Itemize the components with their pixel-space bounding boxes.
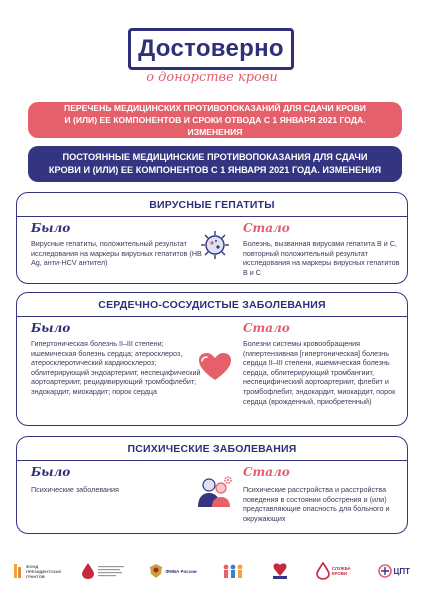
logo-presidential-grants-text: ФОНД ПРЕЗИДЕНТСКИХ ГРАНТОВ — [26, 563, 62, 579]
emblem-icon — [149, 563, 163, 579]
logo-people — [222, 563, 244, 579]
logo-fmba-text: ФМБА России — [165, 568, 197, 574]
was-text: Психические заболевания — [31, 485, 119, 494]
now-text: Болезни системы кровообращения (гипертензивная [гипертоническая] болезнь сердца II–III степени, ишемическая болезнь сердца, облитерирующий тромбангиит, неспецифический аортоартериит, флебит и тромбофлебит, эндокардит, миокардит, порок сердца (врожденный, приобретенный) — [243, 339, 396, 406]
section-title: ВИРУСНЫЕ ГЕПАТИТЫ — [17, 193, 407, 217]
banner-blue — [28, 146, 402, 182]
header-logo — [128, 28, 294, 70]
now-label: Стало — [243, 221, 290, 235]
logo-presidential-grants — [14, 563, 62, 579]
was-label: Было — [31, 465, 71, 479]
banner-blue-line2: КРОВИ И (ИЛИ) ЕЕ КОМПОНЕНТОВ С 1 ЯНВАРЯ 2021 ГОДА. ИЗМЕНЕНИЯ — [48, 165, 382, 175]
section-psychiatric — [16, 436, 408, 534]
logo-hands — [270, 562, 290, 580]
was-label: Было — [31, 321, 71, 335]
was-label: Было — [31, 221, 71, 235]
now-text: Психические расстройства и расстройства поведения в состоянии обострения и (или) представляющие опасность для больного и окружающих — [243, 485, 390, 523]
logo-blood-service — [316, 562, 352, 580]
now-label: Стало — [243, 321, 290, 335]
heart-icon — [197, 351, 233, 388]
now-text: Болезнь, вызванная вирусами гепатита В и С, повторный положительный результат исследования на маркеры вирусных гепатитов В и С — [243, 239, 400, 277]
section-title: СЕРДЕЧНО-СОСУДИСТЫЕ ЗАБОЛЕВАНИЯ — [17, 293, 407, 317]
virus-icon — [199, 229, 231, 266]
logo-cpt — [378, 563, 410, 579]
banner-red-line2: И (ИЛИ) ЕЕ КОМПОНЕНТОВ И СРОКИ ОТВОДА С 1 ЯНВАРЯ 2021 ГОДА. ИЗМЕНЕНИЯ — [64, 115, 366, 137]
section-title: ПСИХИЧЕСКИЕ ЗАБОЛЕВАНИЯ — [17, 437, 407, 461]
was-text: Вирусные гепатиты, положительный результат исследования на маркеры вирусных гепатитов (HB Ag, анти-HCV антител) — [31, 239, 202, 268]
banner-red-line1: ПЕРЕЧЕНЬ МЕДИЦИНСКИХ ПРОТИВОПОКАЗАНИЙ ДЛЯ СДАЧИ КРОВИ — [64, 103, 366, 113]
text-lines-icon — [98, 565, 124, 577]
blood-service-icon — [316, 562, 330, 580]
people-logo-icon — [222, 563, 244, 579]
section-hepatitis — [16, 192, 408, 284]
page-subtitle: о донорстве крови — [146, 70, 278, 85]
footer-logos — [14, 556, 410, 586]
cpt-logo-icon — [378, 563, 392, 579]
page-title: Достоверно — [138, 35, 284, 62]
now-label: Стало — [243, 465, 290, 479]
logo-fmba — [149, 563, 196, 579]
logo-blood-service-text: СЛУЖБА КРОВИ — [331, 566, 351, 576]
banner-blue-line1: ПОСТОЯННЫЕ МЕДИЦИНСКИЕ ПРОТИВОПОКАЗАНИЯ ДЛЯ СДАЧИ — [62, 152, 368, 162]
banner-red — [28, 102, 402, 138]
drop-logo-icon — [80, 562, 96, 580]
logo-cpt-text: ЦПТ — [393, 566, 410, 576]
grant-logo-icon — [14, 564, 24, 578]
hands-logo-icon — [270, 562, 290, 580]
section-cardiovascular — [16, 292, 408, 426]
people-gear-icon — [195, 475, 235, 514]
logo-council — [80, 562, 124, 580]
was-text: Гипертоническая болезнь II–III степени; ишемическая болезнь сердца; атеросклероз, атеросклеротический кардиосклероз; облитерирующий эндоартериит, неспецифический аортоартериит, рецидивирующий тромбофлебит; эндокардит, миокардит; порок сердца — [31, 339, 201, 396]
